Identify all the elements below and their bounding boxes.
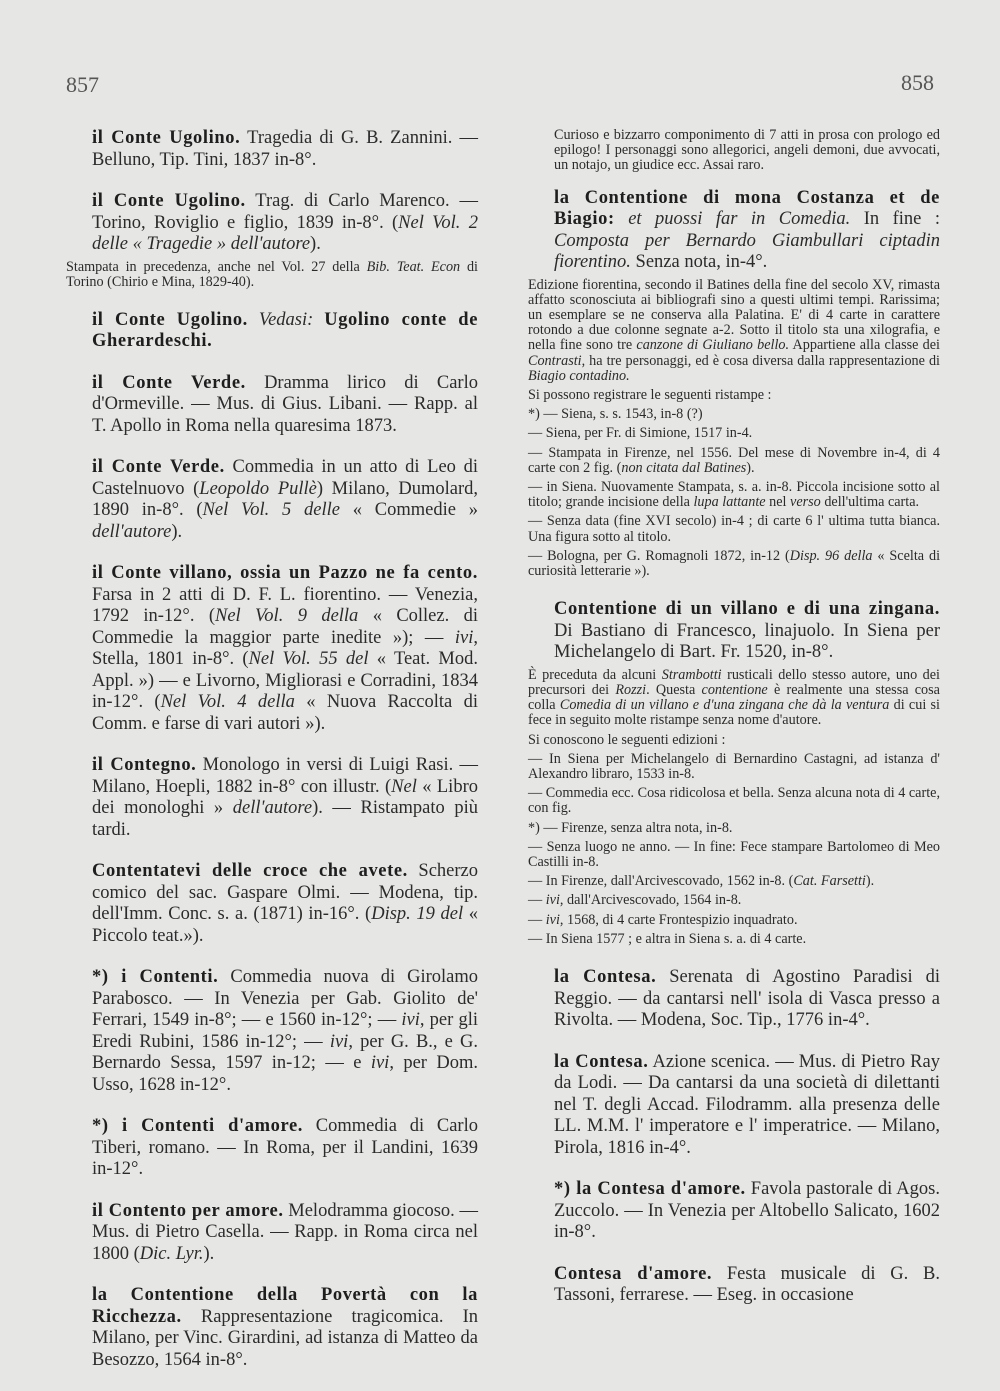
- entry-text: è realmente una stessa cosa colla: [528, 681, 940, 714]
- entry-heading: il Contento per amore.: [92, 1200, 284, 1221]
- entry-body: [528, 1052, 940, 1160]
- entry-text: Si conoscono le seguenti edizioni :: [528, 731, 726, 748]
- italic-text: Cat. Farsetti: [793, 873, 866, 890]
- entry-text: Scherzo comico del sac. Gaspare Olmi. — Modena, tip. dell'Imm. Conc. s. a. (1871) in-16°. (: [92, 861, 478, 925]
- page-number-right: 858: [901, 70, 934, 95]
- entry-heading: il Conte villano, ossia un Pazzo ne fa cento.: [92, 563, 478, 584]
- italic-text: Leopoldo Pullè: [199, 478, 317, 499]
- entry-text: ).: [865, 873, 875, 890]
- entry-heading: la Contentione della Povertà con la Ricchezza.: [92, 1285, 478, 1327]
- entry-heading: Ugolino conte de Gherardeschi.: [92, 309, 479, 352]
- entry-text: —: [528, 892, 546, 909]
- italic-text: ivi: [545, 911, 560, 928]
- entry-text: — Stampata in Firenze, nel 1556. Del mese di Novembre in-4, di 4 carte con 2 fig. (: [528, 444, 940, 476]
- entry-body: [66, 457, 478, 543]
- entry-heading: il Conte Ugolino.: [92, 309, 248, 330]
- entry-note: [528, 407, 940, 422]
- entry-text: ). — Ristampato più tardi.: [92, 798, 478, 840]
- italic-text: Disp. 19 del: [371, 904, 464, 925]
- catalog-entry: [528, 1264, 940, 1307]
- entry-text: Appartiene alla classe dei: [789, 337, 940, 354]
- entry-text: , Stella, 1801 in-8°. (: [92, 627, 478, 670]
- entry-body: [66, 1116, 478, 1181]
- italic-text: Nel: [391, 776, 417, 797]
- entry-text: « Piccolo teat.»).: [92, 904, 478, 946]
- entry-text: , per gli Eredi Rubini, 1586 in-12°; —: [92, 1010, 478, 1052]
- entry-text: dell'ultima carta.: [820, 494, 920, 511]
- entry-body: [66, 755, 478, 841]
- entry-note: [528, 913, 940, 928]
- entry-heading: la Contesa.: [554, 967, 657, 988]
- entry-text: Monologo in versi di Luigi Rasi. — Milano, Hoepli, 1882 in-8° con illustr. (: [92, 755, 478, 797]
- italic-text: Dic. Lyr.: [139, 1243, 204, 1264]
- entry-text: rusticali dello stesso autore, uno dei precursori dei: [528, 666, 940, 698]
- entry-text: « Nuova Raccolta di Comm. e farse di vari autori »).: [92, 692, 478, 734]
- catalog-entry: [66, 755, 478, 841]
- italic-text: Nel Vol. 2 delle « Tragedie » dell'autore: [92, 212, 478, 254]
- entry-body: [66, 861, 478, 947]
- entry-heading: il Conte Ugolino.: [92, 191, 246, 211]
- entry-text: — Senza data (fine XVI secolo) in-4 ; di carte 6 l' ultima tutta bianca. Una figura sotto al titolo.: [528, 513, 940, 545]
- catalog-entry: [66, 191, 478, 290]
- entry-heading: il Contegno.: [92, 755, 197, 776]
- catalog-entry: [528, 599, 940, 947]
- italic-text: Rozzi: [615, 681, 647, 698]
- right-column: [528, 128, 940, 1327]
- italic-text: non citata dal Batines: [621, 459, 747, 476]
- catalog-entry: [528, 1052, 940, 1160]
- entry-text: , per G. B., e G. Bernardo Sessa, 1597 in-12; — e: [92, 1031, 478, 1074]
- catalog-entry: [66, 861, 478, 947]
- catalog-entry: [528, 1179, 940, 1244]
- italic-text: contentione: [701, 681, 768, 698]
- entry-text: ).: [746, 459, 755, 476]
- entry-text: — In Firenze, dall'Arcivescovado, 1562 in-8. (: [528, 873, 794, 890]
- entry-text: Curioso e bizzarro componimento di 7 atti in prosa con prologo ed epilogo! I personaggi sono allegorici, angeli demoni, due avvocati, un notajo, un giudice ecc. Assai raro.: [554, 127, 940, 174]
- italic-text: Contrasti: [528, 352, 582, 369]
- entry-note: [528, 733, 940, 748]
- italic-text: Bib. Teat. Econ: [366, 258, 461, 275]
- entry-text: , dall'Arcivescovado, 1564 in-8.: [559, 892, 742, 909]
- italic-text: verso: [790, 494, 821, 511]
- entry-text: — Senza luogo ne anno. — In fine: Fece stampare Bartolomeo di Meo Castilli in-8.: [528, 838, 940, 870]
- italic-text: ivi: [370, 1053, 390, 1074]
- entry-text: Stampata in precedenza, anche nel Vol. 27 della: [66, 258, 367, 275]
- catalog-entry: [66, 1116, 478, 1181]
- italic-text: Disp. 96 della: [789, 547, 873, 564]
- entry-text: Melodramma giocoso. — Mus. di Pietro Casella. — Rapp. in Roma circa nel 1800 (: [92, 1200, 479, 1264]
- entry-text: « Scelta di curiosità letterarie »).: [528, 547, 941, 580]
- entry-text: — in Siena. Nuovamente Stampata, s. a. in-8. Piccola incisione sotto al titolo; grande incisione della: [528, 479, 940, 511]
- entry-heading: *) i Contenti.: [92, 967, 219, 988]
- entry-text: ) Milano, Dumolard, 1890 in-8°. (: [92, 478, 479, 521]
- italic-text: ivi: [329, 1031, 349, 1052]
- entry-note: [528, 388, 940, 403]
- entry-note: [528, 549, 940, 579]
- italic-text: Nel Vol. 5 delle: [202, 500, 340, 521]
- entry-text: Rappresentazione tragicomica. In Milano, per Vinc. Girardini, ad istanza di Matteo da Besozzo, 1564 in-8°.: [92, 1306, 478, 1370]
- entry-text: ).: [171, 521, 183, 542]
- entry-heading: la Contentione di mona Costanza et de Biagio:: [554, 187, 940, 230]
- entry-text: « Libro dei monologhi »: [92, 776, 478, 819]
- entry-text: , 1568, di 4 carte Frontespizio inquadrato.: [559, 911, 798, 928]
- entry-heading: la Contesa.: [554, 1051, 649, 1072]
- italic-text: canzone di Giuliano bello.: [636, 337, 790, 354]
- entry-body: [528, 1264, 940, 1307]
- entry-text: — Siena, per Fr. di Simione, 1517 in-4.: [528, 425, 753, 442]
- entry-text: —: [528, 911, 546, 928]
- entry-heading: Contesa d'amore.: [554, 1263, 713, 1284]
- entry-text: « Teat. Mod. Appl. ») — e Livorno, Migliorasi e Corradini, 1834 in-12°. (: [92, 649, 478, 713]
- entry-body: [528, 1179, 940, 1244]
- italic-text: Composta per Bernardo Giambullari ciptadin fiorentino.: [554, 230, 940, 273]
- entry-text: . Questa: [646, 681, 702, 698]
- entry-text: In fine :: [850, 209, 941, 230]
- catalog-entry: [528, 188, 940, 580]
- entry-text: *) — Firenze, senza altra nota, in-8.: [528, 819, 733, 836]
- entry-text: Si possono registrare le seguenti ristampe :: [528, 387, 772, 404]
- italic-text: ivi: [454, 627, 474, 648]
- entry-note: [528, 278, 940, 384]
- entry-heading: *) la Contesa d'amore.: [554, 1179, 746, 1200]
- italic-text: Nel Vol. 4 della: [160, 692, 295, 713]
- entry-text: — In Siena 1577 ; e altra in Siena s. a. di 4 carte.: [528, 930, 807, 947]
- entry-text: « Commedie »: [340, 500, 478, 521]
- entry-text: Tragedia di G. B. Zannini. — Belluno, Tip. Tini, 1837 in-8°.: [92, 128, 478, 170]
- entry-text: di Torino (Chirio e Mina, 1829-40).: [66, 258, 478, 290]
- italic-text: Comedia di un villano e d'una zingana che dà la ventura: [559, 697, 890, 714]
- italic-text: dell'autore: [232, 798, 313, 819]
- entry-heading: Contentatevi delle croce che avete.: [92, 861, 408, 882]
- entry-text: Senza nota, in-4°.: [630, 252, 768, 273]
- entry-note: [528, 668, 940, 729]
- catalog-entry: [66, 563, 478, 735]
- italic-text: Nel Vol. 9 della: [214, 606, 359, 627]
- catalog-entry: [528, 128, 940, 174]
- entry-note: [528, 932, 940, 947]
- entry-note: [528, 821, 940, 836]
- entry-text: — Bologna, per G. Romagnoli 1872, in-12 (: [528, 547, 790, 564]
- catalog-entry: [528, 967, 940, 1032]
- entry-text: Commedia di Carlo Tiberi, romano. — In Roma, per il Landini, 1639 in-12°.: [92, 1116, 478, 1180]
- entry-text: È preceduta da alcuni: [528, 666, 662, 683]
- catalog-entry: [66, 457, 478, 543]
- entry-text: Festa musicale di G. B. Tassoni, ferrarese. — Eseg. in occasione: [554, 1263, 940, 1306]
- entry-heading: Contentione di un villano e di una zingana.: [554, 599, 940, 620]
- entry-body: [66, 1285, 478, 1371]
- italic-text: ivi: [545, 892, 560, 909]
- entry-text: Edizione fiorentina, secondo il Batines della fine del secolo XV, rimasta affatto sconosciuta ai bibliografi sino a questi ultimi tempi. Rarissima; un esemplare se ne conserva alla Palatina. E' di 4 carte in carattere rotondo a due colonne segnate a-2. Sotto il titolo sta una xilografia, e nella fine sono tre: [528, 276, 940, 354]
- entry-body: [66, 1201, 478, 1266]
- italic-text: dell'autore: [92, 521, 172, 542]
- entry-text: nel: [765, 494, 791, 511]
- entry-text: *) — Siena, s. s. 1543, in-8 (?): [528, 406, 703, 423]
- entry-text: Dramma lirico di Carlo d'Ormeville. — Mus. di Gius. Libani. — Rapp. al T. Apollo in Roma nella quaresima 1873.: [92, 372, 478, 436]
- entry-text: Commedia nuova di Girolamo Parabosco. — In Venezia per Gab. Giolito de' Ferrari, 1549 in-8°; — e 1560 in-12°; —: [92, 967, 479, 1031]
- entry-text: Di Bastiano di Francesco, linajuolo. In Siena per Michelangelo di Bart. Fr. 1520, in-8°.: [554, 620, 940, 663]
- entry-text: — In Siena per Michelangelo di Bernardino Castagni, ad istanza d' Alexandro libraro, 1533 in-8.: [528, 750, 940, 782]
- italic-text: ivi: [401, 1010, 420, 1031]
- catalog-entry: [66, 1201, 478, 1266]
- italic-text: Vedasi:: [247, 309, 325, 330]
- italic-text: Biagio contadino.: [528, 367, 630, 384]
- entry-text: ).: [203, 1243, 215, 1264]
- entry-text: Farsa in 2 atti di D. F. L. fiorentino. — Venezia, 1792 in-12°. (: [92, 584, 478, 627]
- entry-note: [528, 446, 940, 476]
- entry-body: [66, 310, 478, 353]
- catalog-entry: [66, 310, 478, 353]
- entry-note: [528, 840, 940, 870]
- page-number-left: 857: [66, 72, 99, 97]
- entry-heading: *) i Contenti d'amore.: [92, 1116, 303, 1137]
- italic-text: lupa lattante: [693, 494, 766, 511]
- entry-text: Serenata di Agostino Paradisi di Reggio. — da cantarsi nell' isola di Vasca presso a Rivolta. — Modena, Soc. Tip., 1776 in-4°.: [554, 967, 940, 1031]
- entry-text: « Collez. di Commedie la maggior parte inedite »); —: [92, 606, 478, 648]
- italic-text: Nel Vol. 55 del: [248, 649, 369, 670]
- italic-text: et puossi far in Comedia.: [614, 209, 851, 230]
- entry-text: Favola pastorale di Agos. Zuccolo. — In Venezia per Altobello Salicato, 1602 in-8°.: [554, 1179, 940, 1243]
- entry-note: [528, 128, 940, 174]
- entry-text: ).: [310, 234, 321, 254]
- catalog-entry: [66, 967, 478, 1096]
- entry-text: di cui si fece in seguito molte ristampe senza nome d'autore.: [528, 697, 940, 729]
- entry-body: [66, 967, 478, 1096]
- entry-note: [528, 426, 940, 441]
- entry-body: [528, 188, 940, 274]
- entry-note: [528, 752, 940, 782]
- entry-note: [66, 260, 478, 290]
- entry-body: [66, 563, 478, 735]
- entry-body: [528, 599, 940, 664]
- entry-note: [528, 480, 940, 510]
- entry-body: [66, 128, 478, 171]
- entry-body: [66, 191, 478, 256]
- entry-body: [66, 373, 478, 438]
- catalog-entry: [66, 373, 478, 438]
- left-column: [66, 128, 478, 1391]
- entry-text: — Commedia ecc. Cosa ridicolosa et bella. Senza alcuna nota di 4 carte, con fig.: [528, 785, 940, 817]
- italic-text: Strambotti: [661, 666, 722, 683]
- entry-heading: il Conte Verde.: [92, 372, 246, 393]
- entry-note: [528, 786, 940, 816]
- catalog-entry: [66, 128, 478, 171]
- catalog-entry: [66, 1285, 478, 1371]
- entry-body: [528, 967, 940, 1032]
- entry-heading: il Conte Verde.: [92, 457, 225, 478]
- entry-text: Azione scenica. — Mus. di Pietro Ray da Lodi. — Da cantarsi da una società di dilettanti nel T. degli Accad. Filodramm. alla presenza delle LL. M.M. l' imperatore e l' imperatrice. — Milano, Pirola, 1816 in-4°.: [554, 1051, 940, 1158]
- entry-text: Trag. di Carlo Marenco. — Torino, Roviglio e figlio, 1839 in-8°. (: [92, 191, 478, 233]
- entry-text: Commedia in un atto di Leo di Castelnuovo (: [92, 457, 478, 499]
- entry-text: , per Dom. Usso, 1628 in-12°.: [92, 1053, 478, 1095]
- entry-note: [528, 893, 940, 908]
- entry-note: [528, 874, 940, 889]
- entry-note: [528, 514, 940, 544]
- entry-text: , ha tre personaggi, ed è cosa diversa dalla rappresentazione di: [581, 352, 940, 369]
- entry-heading: il Conte Ugolino.: [92, 128, 241, 148]
